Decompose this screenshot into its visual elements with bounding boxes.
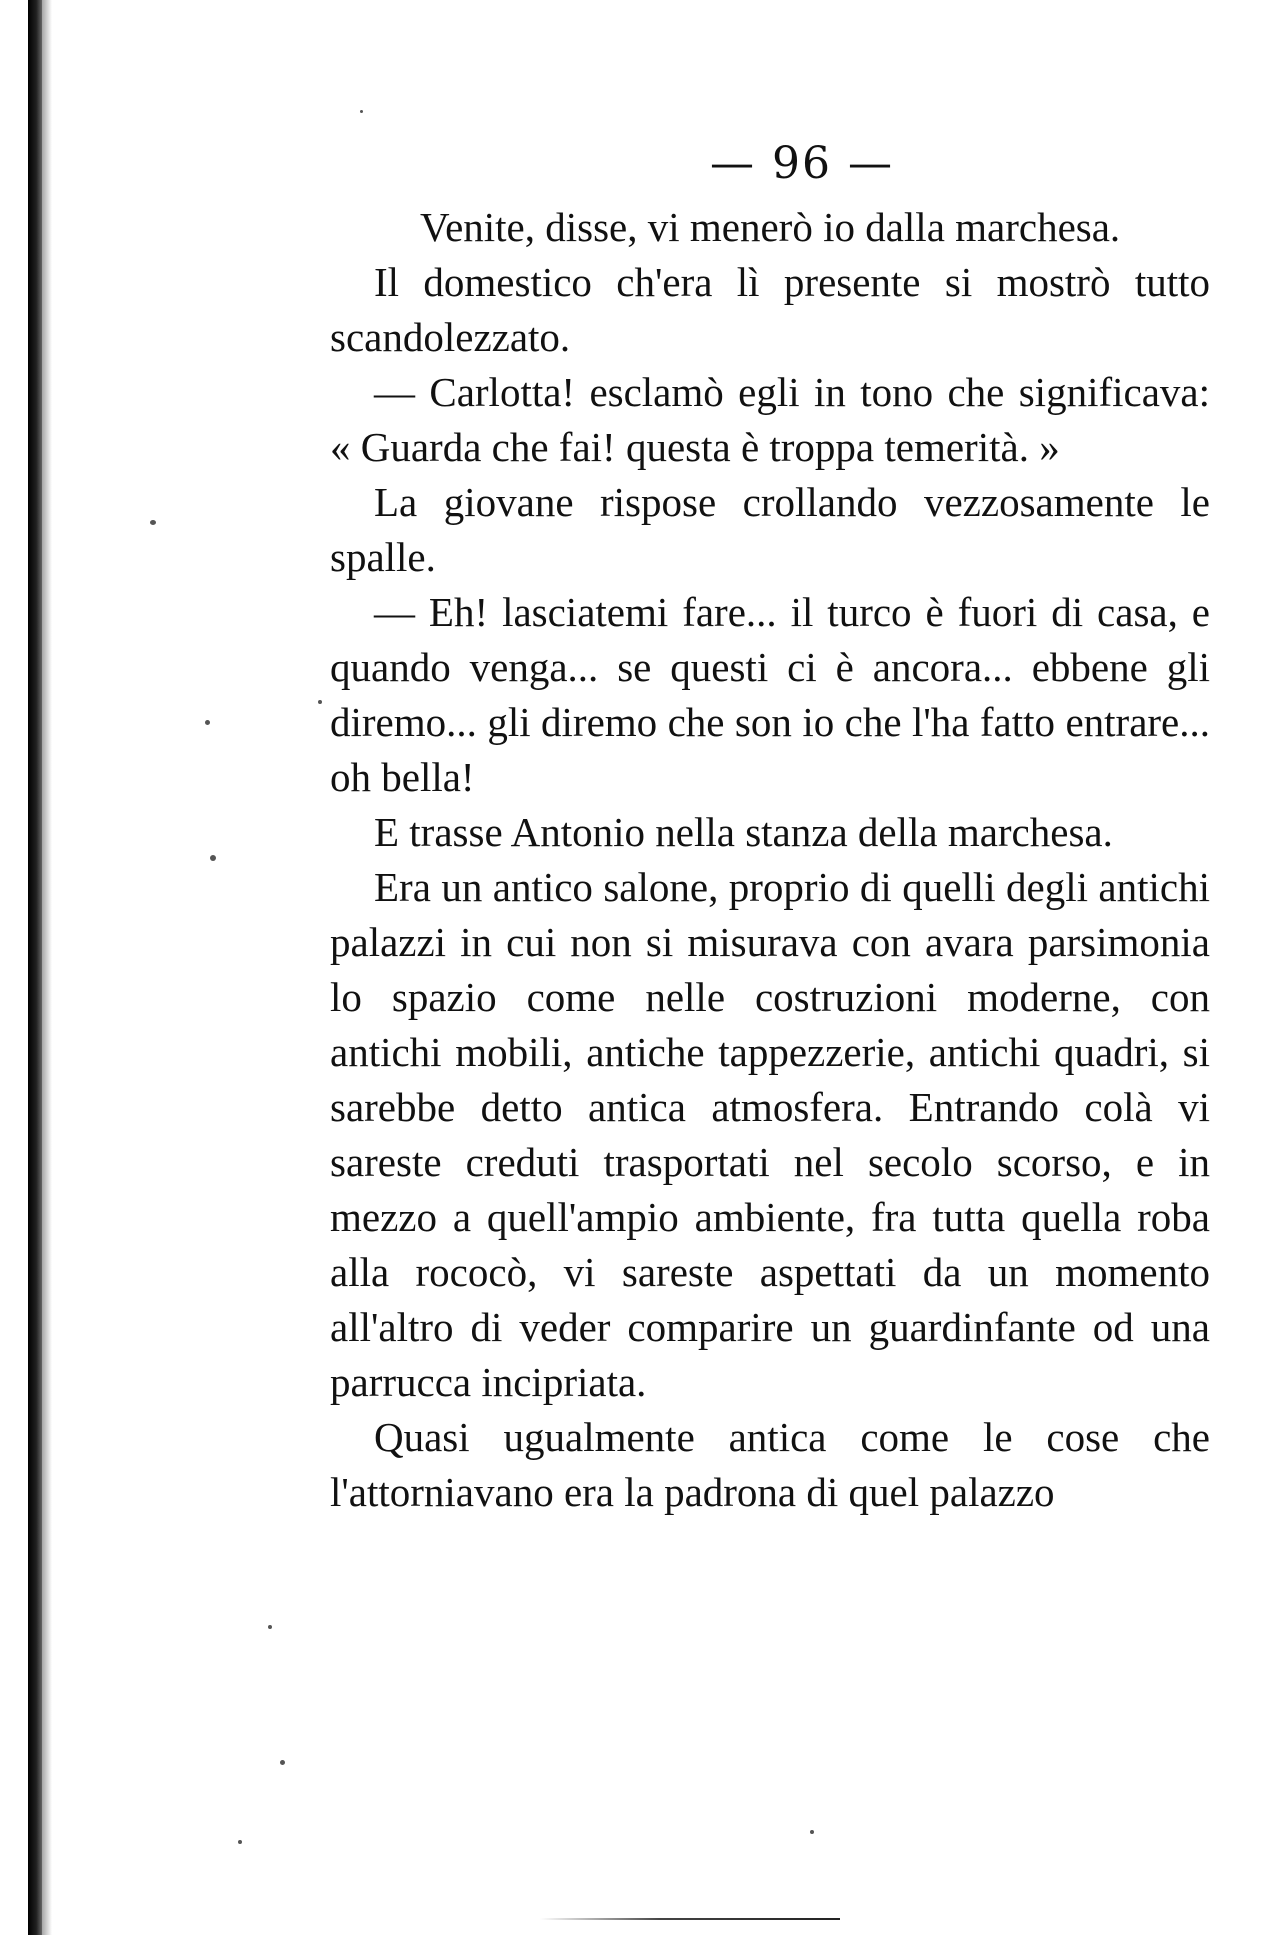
paragraph-7: Era un antico salone, proprio di quelli degli antichi palazzi in cui non si misurava con avara parsimonia lo spazio come nelle costruzioni moderne, con antichi mobili, antiche tappezzerie, antichi quadri, si sarebbe detto antica atmosfera. Entrando colà vi sareste creduti trasportati nel secolo scorso, e in mezzo a quell'ampio ambiente, fra tutta quella roba alla rococò, vi sareste aspettati da un momento all'altro di veder comparire un guardinfante od una parrucca incipriata. — [330, 864, 1210, 1405]
paragraph-5: — Eh! lasciatemi fare... il turco è fuori di casa, e quando venga... se questi ci è ancora... ebbene gli diremo... gli diremo che son io che l'ha fatto entrare... oh bella! — [330, 589, 1210, 800]
gutter-shadow — [42, 0, 52, 1935]
scan-speck — [810, 1830, 814, 1834]
scan-speck — [360, 110, 363, 113]
scan-speck — [210, 855, 216, 861]
book-spine-shadow — [28, 0, 42, 1935]
paragraph-1: Venite, disse, vi menerò io dalla marchesa. — [420, 204, 1121, 250]
scan-speck — [205, 720, 210, 725]
scan-speck — [318, 700, 322, 704]
scan-speck — [280, 1760, 285, 1765]
paragraph-6: E trasse Antonio nella stanza della marchesa. — [374, 809, 1113, 855]
bottom-scan-line — [540, 1918, 840, 1920]
paragraph-4: La giovane rispose crollando vezzosamente le spalle. — [330, 479, 1210, 580]
paragraph-3: — Carlotta! esclamò egli in tono che significava: « Guarda che fai! questa è troppa temerità. » — [330, 369, 1210, 470]
paragraph-8: Quasi ugualmente antica come le cose che l'attorniavano era la padrona di quel palazzo — [330, 1414, 1210, 1515]
paragraph-2: Il domestico ch'era lì presente si mostrò tutto scandolezzato. — [330, 259, 1210, 360]
scan-speck — [238, 1840, 242, 1844]
page-body — [330, 200, 1210, 1520]
page-number: — 96 — — [710, 138, 894, 189]
scan-speck — [150, 520, 156, 525]
scan-speck — [268, 1625, 272, 1629]
